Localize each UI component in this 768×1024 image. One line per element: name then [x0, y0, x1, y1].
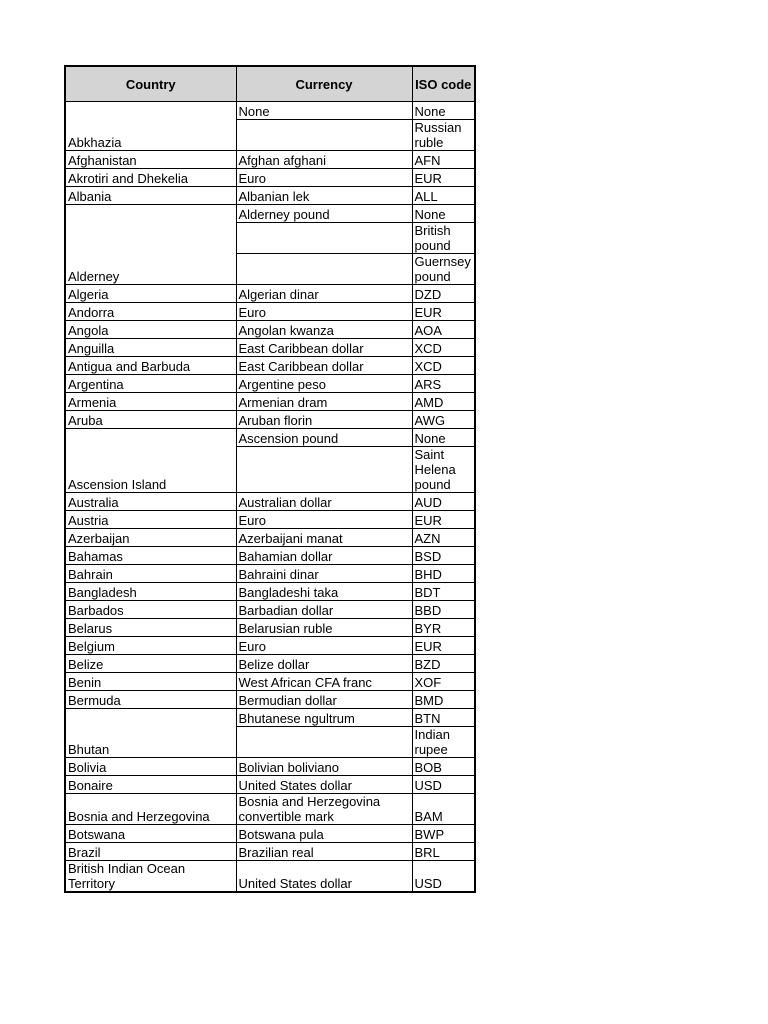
cell-currency: Botswana pula	[236, 825, 412, 843]
cell-currency: Bhutanese ngultrum	[236, 709, 412, 727]
cell-country: Australia	[65, 493, 236, 511]
cell-currency: Euro	[236, 637, 412, 655]
cell-iso-code: XCD	[412, 339, 475, 357]
cell-country: Belarus	[65, 619, 236, 637]
cell-country: Belgium	[65, 637, 236, 655]
cell-currency: Brazilian real	[236, 843, 412, 861]
cell-currency: Bahamian dollar	[236, 547, 412, 565]
cell-country: Bonaire	[65, 776, 236, 794]
cell-currency: Algerian dinar	[236, 285, 412, 303]
cell-iso-code: AOA	[412, 321, 475, 339]
cell-currency	[236, 120, 412, 151]
table-row	[65, 511, 475, 529]
cell-iso-code: EUR	[412, 637, 475, 655]
header-currency: Currency	[236, 66, 412, 102]
cell-currency	[236, 447, 412, 493]
cell-country: Ascension Island	[65, 429, 236, 493]
table-row	[65, 375, 475, 393]
cell-currency: United States dollar	[236, 776, 412, 794]
table-row	[65, 691, 475, 709]
cell-iso-code: Russian ruble	[412, 120, 475, 151]
cell-country: Belize	[65, 655, 236, 673]
cell-currency: Bosnia and Herzegovina convertible mark	[236, 794, 412, 825]
cell-currency: Australian dollar	[236, 493, 412, 511]
table-row	[65, 102, 475, 120]
cell-country: Bolivia	[65, 758, 236, 776]
cell-currency: Belarusian ruble	[236, 619, 412, 637]
cell-iso-code: BWP	[412, 825, 475, 843]
cell-iso-code: AZN	[412, 529, 475, 547]
table-row	[65, 187, 475, 205]
cell-iso-code: BSD	[412, 547, 475, 565]
table-row	[65, 357, 475, 375]
cell-country: Abkhazia	[65, 102, 236, 151]
cell-country: Bahrain	[65, 565, 236, 583]
cell-iso-code: Indian rupee	[412, 727, 475, 758]
cell-iso-code: XOF	[412, 673, 475, 691]
cell-currency: West African CFA franc	[236, 673, 412, 691]
table-row	[65, 339, 475, 357]
header-country: Country	[65, 66, 236, 102]
cell-currency: Ascension pound	[236, 429, 412, 447]
cell-iso-code: USD	[412, 861, 475, 893]
cell-currency: Angolan kwanza	[236, 321, 412, 339]
cell-iso-code: USD	[412, 776, 475, 794]
table-row	[65, 637, 475, 655]
cell-currency: Azerbaijani manat	[236, 529, 412, 547]
cell-country: Anguilla	[65, 339, 236, 357]
cell-iso-code: EUR	[412, 303, 475, 321]
cell-country: Benin	[65, 673, 236, 691]
table-row	[65, 303, 475, 321]
cell-country: Albania	[65, 187, 236, 205]
table-row	[65, 493, 475, 511]
table-row	[65, 547, 475, 565]
cell-currency: Bangladeshi taka	[236, 583, 412, 601]
cell-country: Bhutan	[65, 709, 236, 758]
table-row	[65, 758, 475, 776]
cell-country: Armenia	[65, 393, 236, 411]
cell-iso-code: BZD	[412, 655, 475, 673]
table-row	[65, 655, 475, 673]
table-row	[65, 321, 475, 339]
header-row	[65, 66, 475, 102]
cell-country: British Indian Ocean Territory	[65, 861, 236, 893]
cell-iso-code: BRL	[412, 843, 475, 861]
cell-iso-code: BAM	[412, 794, 475, 825]
cell-iso-code: None	[412, 205, 475, 223]
cell-currency: East Caribbean dollar	[236, 339, 412, 357]
cell-iso-code: BTN	[412, 709, 475, 727]
table-row	[65, 673, 475, 691]
cell-iso-code: BBD	[412, 601, 475, 619]
currency-table	[64, 65, 476, 893]
cell-iso-code: ALL	[412, 187, 475, 205]
cell-country: Azerbaijan	[65, 529, 236, 547]
cell-country: Angola	[65, 321, 236, 339]
cell-iso-code: Saint Helena pound	[412, 447, 475, 493]
header-iso-code: ISO code	[412, 66, 475, 102]
cell-currency: Belize dollar	[236, 655, 412, 673]
cell-currency: Bahraini dinar	[236, 565, 412, 583]
cell-country: Bahamas	[65, 547, 236, 565]
cell-iso-code: AMD	[412, 393, 475, 411]
cell-currency: Alderney pound	[236, 205, 412, 223]
table-row	[65, 411, 475, 429]
cell-country: Brazil	[65, 843, 236, 861]
cell-currency	[236, 727, 412, 758]
cell-iso-code: None	[412, 102, 475, 120]
cell-currency: United States dollar	[236, 861, 412, 893]
table-row	[65, 583, 475, 601]
cell-iso-code: AUD	[412, 493, 475, 511]
cell-currency: East Caribbean dollar	[236, 357, 412, 375]
cell-country: Andorra	[65, 303, 236, 321]
cell-currency: Bolivian boliviano	[236, 758, 412, 776]
cell-currency: Albanian lek	[236, 187, 412, 205]
table-row	[65, 169, 475, 187]
cell-currency: Aruban florin	[236, 411, 412, 429]
cell-country: Algeria	[65, 285, 236, 303]
cell-iso-code: AFN	[412, 151, 475, 169]
cell-currency: None	[236, 102, 412, 120]
table-row	[65, 393, 475, 411]
cell-country: Alderney	[65, 205, 236, 285]
table-row	[65, 205, 475, 223]
cell-country: Barbados	[65, 601, 236, 619]
table-row	[65, 529, 475, 547]
table-row	[65, 843, 475, 861]
cell-country: Aruba	[65, 411, 236, 429]
table-row	[65, 709, 475, 727]
cell-currency: Bermudian dollar	[236, 691, 412, 709]
cell-currency: Euro	[236, 303, 412, 321]
cell-iso-code: None	[412, 429, 475, 447]
cell-iso-code: British pound	[412, 223, 475, 254]
cell-iso-code: BOB	[412, 758, 475, 776]
cell-currency: Afghan afghani	[236, 151, 412, 169]
table-row	[65, 285, 475, 303]
table-row	[65, 601, 475, 619]
cell-currency: Argentine peso	[236, 375, 412, 393]
table-row	[65, 776, 475, 794]
cell-country: Argentina	[65, 375, 236, 393]
cell-country: Bangladesh	[65, 583, 236, 601]
table-row	[65, 429, 475, 447]
cell-iso-code: BMD	[412, 691, 475, 709]
cell-iso-code: Guernsey pound	[412, 254, 475, 285]
cell-currency: Barbadian dollar	[236, 601, 412, 619]
cell-iso-code: DZD	[412, 285, 475, 303]
cell-currency: Armenian dram	[236, 393, 412, 411]
cell-iso-code: BHD	[412, 565, 475, 583]
table-row	[65, 151, 475, 169]
cell-country: Bermuda	[65, 691, 236, 709]
cell-iso-code: BYR	[412, 619, 475, 637]
table-row	[65, 565, 475, 583]
cell-iso-code: AWG	[412, 411, 475, 429]
cell-iso-code: ARS	[412, 375, 475, 393]
cell-currency	[236, 223, 412, 254]
table-row	[65, 619, 475, 637]
cell-currency: Euro	[236, 169, 412, 187]
cell-iso-code: BDT	[412, 583, 475, 601]
cell-currency: Euro	[236, 511, 412, 529]
cell-country: Antigua and Barbuda	[65, 357, 236, 375]
cell-iso-code: EUR	[412, 511, 475, 529]
table-body	[65, 102, 475, 893]
table-row	[65, 794, 475, 825]
cell-country: Bosnia and Herzegovina	[65, 794, 236, 825]
cell-currency	[236, 254, 412, 285]
cell-country: Austria	[65, 511, 236, 529]
cell-iso-code: EUR	[412, 169, 475, 187]
cell-iso-code: XCD	[412, 357, 475, 375]
cell-country: Afghanistan	[65, 151, 236, 169]
cell-country: Akrotiri and Dhekelia	[65, 169, 236, 187]
cell-country: Botswana	[65, 825, 236, 843]
table-row	[65, 825, 475, 843]
table-row	[65, 861, 475, 893]
